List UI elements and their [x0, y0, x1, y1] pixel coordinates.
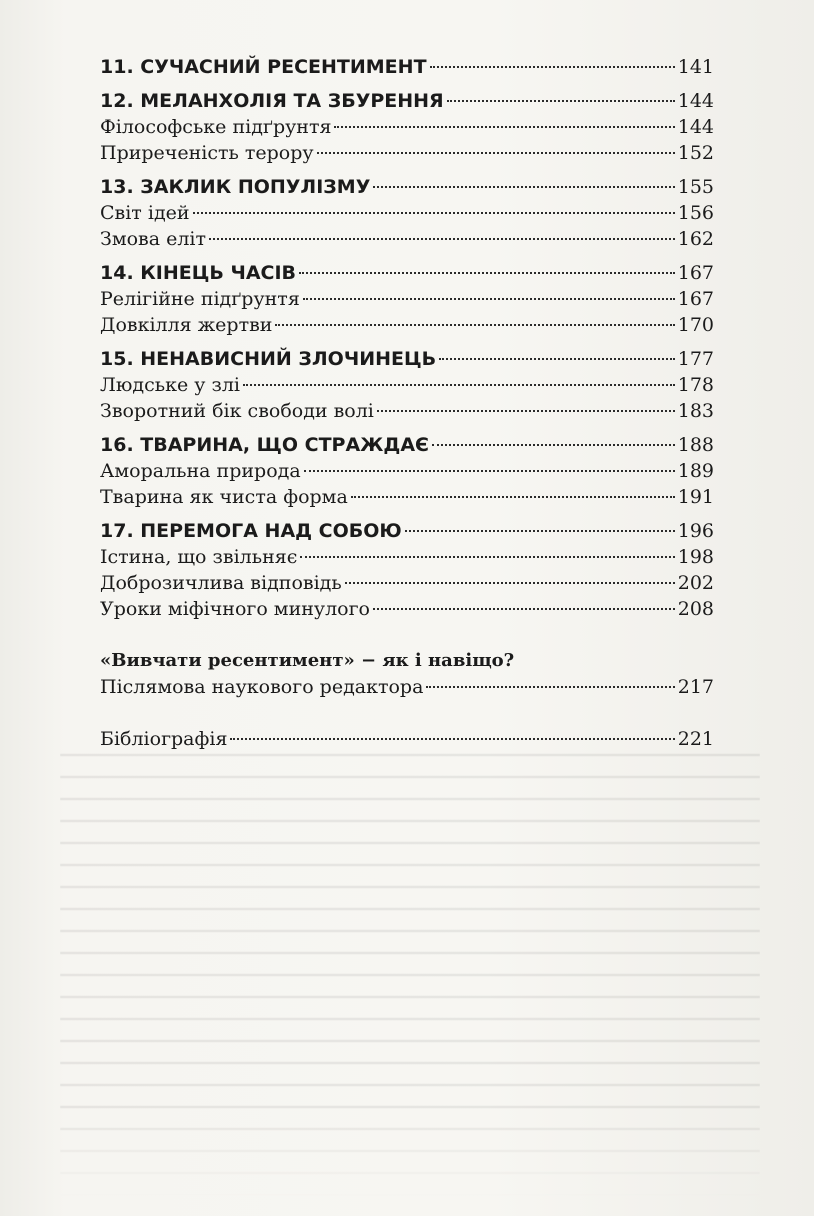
toc-section[interactable]: [100, 544, 714, 570]
page-number: 162: [677, 228, 714, 250]
toc-chapter-14[interactable]: [100, 260, 714, 286]
toc-section[interactable]: [100, 372, 714, 398]
page-number: 188: [677, 434, 714, 456]
toc-section[interactable]: [100, 114, 714, 140]
dot-leader: [373, 608, 675, 610]
page-number: 167: [677, 262, 714, 284]
toc-chapter-12[interactable]: [100, 88, 714, 114]
reverse-side-bleed-through: [60, 740, 760, 1200]
page-number: 202: [677, 572, 714, 594]
dot-leader: [351, 496, 675, 498]
dot-leader: [230, 738, 674, 740]
toc-chapter-17[interactable]: [100, 518, 714, 544]
chapter-title: 12. МЕЛАНХОЛІЯ ТА ЗБУРЕННЯ: [100, 90, 444, 112]
section-title: Доброзичлива відповідь: [100, 572, 342, 594]
dot-leader: [209, 238, 675, 240]
toc-section[interactable]: [100, 286, 714, 312]
chapter-title: 17. ПЕРЕМОГА НАД СОБОЮ: [100, 520, 402, 542]
page-number: 144: [677, 116, 714, 138]
chapter-title: 11. СУЧАСНИЙ РЕСЕНТИМЕНТ: [100, 56, 427, 78]
dot-leader: [303, 298, 675, 300]
toc-chapter-13[interactable]: [100, 174, 714, 200]
page-number: 170: [677, 314, 714, 336]
dot-leader: [300, 556, 674, 558]
toc-section[interactable]: [100, 484, 714, 510]
page-number: 167: [677, 288, 714, 310]
chapter-title: 13. ЗАКЛИК ПОПУЛІЗМУ: [100, 176, 371, 198]
section-title: Змова еліт: [100, 228, 207, 250]
section-title: Аморальна природа: [100, 460, 301, 482]
section-title: Довкілля жертви: [100, 314, 273, 336]
dot-leader: [317, 152, 675, 154]
dot-leader: [345, 582, 675, 584]
toc-chapter-16[interactable]: [100, 432, 714, 458]
dot-leader: [377, 410, 675, 412]
page-number: 191: [677, 486, 714, 508]
section-title: Приреченість терору: [100, 142, 314, 164]
page-number: 177: [677, 348, 714, 370]
dot-leader: [334, 126, 674, 128]
dot-leader: [299, 272, 675, 274]
page-number: 198: [677, 546, 714, 568]
toc-bibliography[interactable]: [100, 726, 714, 752]
dot-leader: [405, 530, 675, 532]
page-number: 141: [677, 56, 714, 78]
page-number: 189: [677, 460, 714, 482]
table-of-contents: [100, 54, 714, 752]
toc-afterword[interactable]: [100, 674, 714, 700]
page-number: 144: [677, 90, 714, 112]
toc-section[interactable]: [100, 312, 714, 338]
page-number: 155: [677, 176, 714, 198]
dot-leader: [373, 186, 674, 188]
toc-section[interactable]: [100, 570, 714, 596]
page-number: 221: [677, 728, 714, 750]
toc-section[interactable]: [100, 596, 714, 622]
section-title: Світ ідей: [100, 202, 190, 224]
chapter-title: 16. ТВАРИНА, ЩО СТРАЖДАЄ: [100, 434, 430, 456]
chapter-title: 14. КІНЕЦЬ ЧАСІВ: [100, 262, 297, 284]
dot-leader: [426, 686, 674, 688]
section-title: Тварина як чиста форма: [100, 486, 348, 508]
toc-section[interactable]: [100, 458, 714, 484]
section-title: Філософське підґрунтя: [100, 116, 332, 138]
page-number: 178: [677, 374, 714, 396]
page-number: 196: [677, 520, 714, 542]
page-number: 183: [677, 400, 714, 422]
dot-leader: [275, 324, 674, 326]
toc-chapter-11[interactable]: [100, 54, 714, 80]
dot-leader: [447, 100, 675, 102]
section-title: Істина, що звільняє: [100, 546, 298, 568]
dot-leader: [432, 444, 675, 446]
section-title: Післямова наукового редактора: [100, 676, 424, 698]
section-title: Бібліографія: [100, 728, 228, 750]
section-title: Уроки міфічного минулого: [100, 598, 370, 620]
page-number: 208: [677, 598, 714, 620]
page-number: 156: [677, 202, 714, 224]
toc-section[interactable]: [100, 200, 714, 226]
dot-leader: [243, 384, 675, 386]
section-title: Людське у злі: [100, 374, 240, 396]
toc-section[interactable]: [100, 398, 714, 424]
section-title: Зворотний бік свободи волі: [100, 400, 374, 422]
dot-leader: [193, 212, 675, 214]
dot-leader: [439, 358, 675, 360]
section-title: Релігійне підґрунтя: [100, 288, 300, 310]
dot-leader: [430, 66, 675, 68]
toc-section[interactable]: [100, 140, 714, 166]
page-number: 217: [677, 676, 714, 698]
toc-chapter-15[interactable]: [100, 346, 714, 372]
page-number: 152: [677, 142, 714, 164]
dot-leader: [304, 470, 675, 472]
chapter-title: 15. НЕНАВИСНИЙ ЗЛОЧИНЕЦЬ: [100, 348, 437, 370]
toc-section[interactable]: [100, 226, 714, 252]
afterword-heading: «Вивчати ресентимент» − як і навіщо?: [100, 650, 515, 671]
